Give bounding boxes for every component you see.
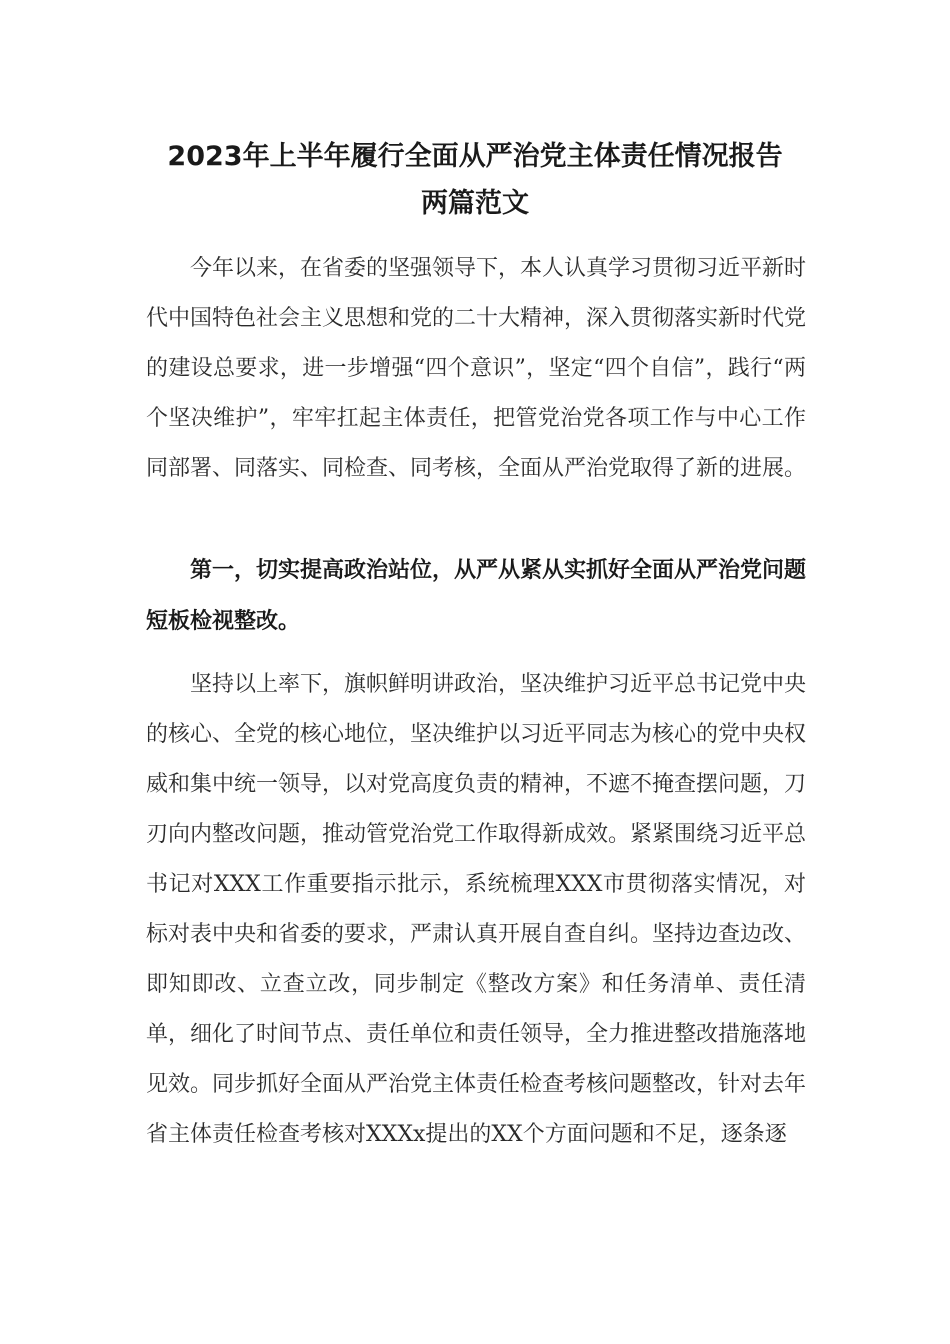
document-title-line-1: 2023年上半年履行全面从严治党主体责任情况报告	[167, 141, 783, 172]
section-heading-1: 第一，切实提高政治站位，从严从紧从实抓好全面从严治党问题短板检视整改。	[146, 558, 807, 634]
document-title-line-2: 两篇范文	[421, 188, 529, 219]
body-paragraph-intro: 今年以来，在省委的坚强领导下，本人认真学习贯彻习近平新时代中国特色社会主义思想和党的二十大精神，深入贯彻落实新时代党的建设总要求，进一步增强“四个意识”，坚定“四个自信”，践行“两个坚决维护”，牢牢扛起主体责任，把管党治党各项工作与中心工作同部署、同落实、同检查、同考核，全面从严治党取得了新的进展。	[146, 256, 807, 481]
body-paragraph-section-1: 坚持以上率下，旗帜鲜明讲政治，坚决维护习近平总书记党中央的核心、全党的核心地位，坚决维护以习近平同志为核心的党中央权威和集中统一领导，以对党高度负责的精神，不遮不掩查摆问题，刀刃向内整改问题，推动管党治党工作取得新成效。紧紧围绕习近平总书记对XXX工作重要指示批示，系统梳理XXX市贯彻落实情况，对标对表中央和省委的要求，严肃认真开展自查自纠。坚持边查边改、即知即改、立查立改，同步制定《整改方案》和任务清单、责任清单，细化了时间节点、责任单位和责任领导，全力推进整改措施落地见效。同步抓好全面从严治党主体责任检查考核问题整改，针对去年省主体责任检查考核对XXXx提出的XX个方面问题和不足，逐条逐	[146, 672, 807, 1147]
